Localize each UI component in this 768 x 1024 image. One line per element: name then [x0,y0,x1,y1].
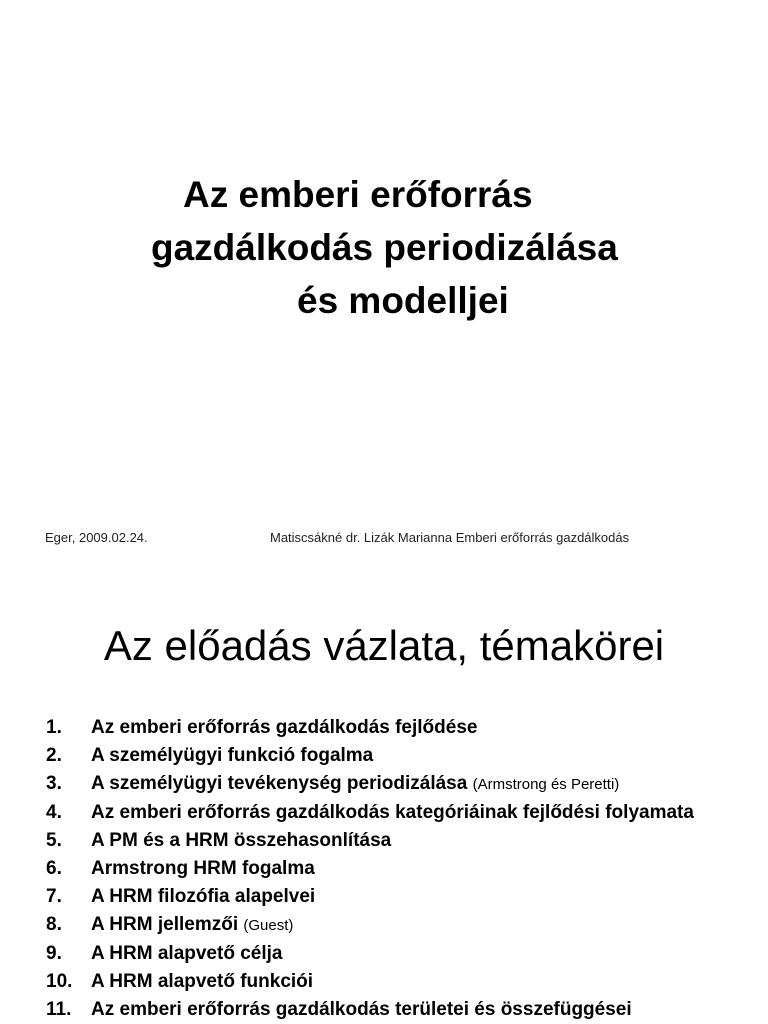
item-label: Armstrong HRM fogalma [91,858,315,879]
item-number: 11. [46,999,72,1020]
item-text [91,772,711,797]
item-text [91,744,711,768]
item-label: A személyügyi tevékenység periodizálása [91,773,468,794]
item-label: Az emberi erőforrás gazdálkodás kategóriáinak fejlődési folyamata [91,802,694,823]
list-item [0,885,768,909]
list-item [0,942,768,966]
title-line-1: Az emberi erőforrás [183,174,533,215]
list-item [0,998,768,1022]
item-label: A személyügyi funkció fogalma [91,745,374,766]
list-item [0,913,768,938]
list-item [0,857,768,881]
list-item [0,744,768,768]
item-number: 6. [46,858,62,879]
list-item [0,716,768,740]
item-label: Az emberi erőforrás gazdálkodás területei és összefüggései [91,999,632,1020]
item-text [91,998,711,1022]
outline-list [0,716,768,1024]
item-label: A PM és a HRM összehasonlítása [91,830,392,851]
item-text [91,801,711,825]
title-line-2: gazdálkodás periodizálása [151,227,618,268]
footer-date: Eger, 2009.02.24. [45,530,148,545]
item-text [91,942,711,966]
item-number: 9. [46,943,62,964]
item-number: 10. [46,971,73,992]
footer-author: Matiscsákné dr. Lizák Marianna Emberi erőforrás gazdálkodás [270,530,630,545]
item-label: A HRM filozófia alapelvei [91,886,316,907]
item-text [91,913,711,938]
item-note: (Armstrong és Peretti) [472,776,620,793]
item-text [91,829,711,853]
item-text [91,716,711,740]
list-item [0,772,768,797]
item-number: 8. [46,914,62,935]
item-text [91,857,711,881]
item-number: 2. [46,745,62,766]
list-item [0,829,768,853]
list-item [0,801,768,825]
list-item [0,970,768,994]
item-label: A HRM alapvető célja [91,943,283,964]
item-text [91,970,711,994]
item-number: 5. [46,830,62,851]
item-label: Az emberi erőforrás gazdálkodás fejlődése [91,717,478,738]
item-number: 4. [46,802,62,823]
outline-slide [0,576,768,1024]
item-number: 7. [46,886,62,907]
item-number: 1. [46,717,62,738]
item-label: A HRM alapvető funkciói [91,971,314,992]
item-text [91,885,711,909]
outline-heading: Az előadás vázlata, témakörei [103,622,665,669]
title-line-3: és modelljei [297,280,509,321]
item-note: (Guest) [243,917,294,934]
item-number: 3. [46,773,62,794]
item-label: A HRM jellemzői [91,914,239,935]
